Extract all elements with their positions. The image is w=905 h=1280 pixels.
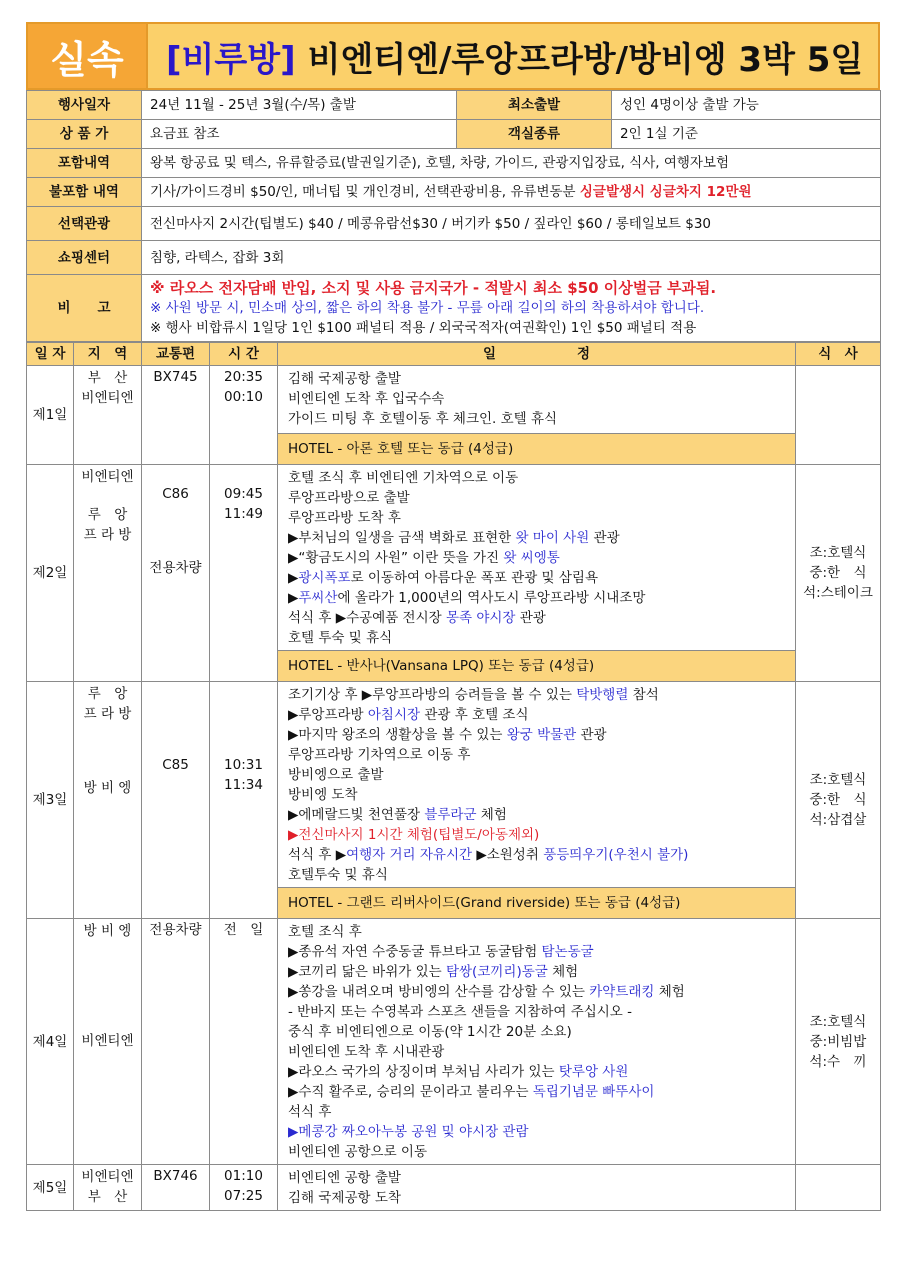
sched-text: 참석 xyxy=(628,687,659,703)
region-text: 방 비 엥 xyxy=(83,923,132,939)
day4-trans: 전용차량 xyxy=(142,919,210,1165)
sched-text: ▶부처님의 일생을 금색 벽화로 표현한 xyxy=(288,530,516,546)
col-meal: 식 사 xyxy=(796,343,881,366)
sched-line xyxy=(288,845,795,865)
day5-region xyxy=(74,1165,142,1211)
place-name: 탐논동굴 xyxy=(541,944,594,960)
option-value: 전신마사지 2시간(팁별도) $40 / 메콩유람선$30 / 버기카 $50 / 짚라인 $60 / 롱테일보트 $30 xyxy=(142,207,881,241)
sched-line: 비엔티엔 도착 후 입국수속 xyxy=(288,391,445,407)
sched-line: 호텔투숙 및 휴식 xyxy=(288,867,388,883)
day5-meal xyxy=(796,1165,881,1211)
time-text: 01:10 xyxy=(224,1168,263,1184)
sched-text: ▶에메랄드빛 천연풀장 xyxy=(288,807,425,823)
day2-meal xyxy=(796,465,881,682)
sched-text: ▶ xyxy=(288,570,299,586)
sched-text: ▶종유석 자연 수중동굴 튜브타고 동굴탐험 xyxy=(288,944,542,960)
day3-meal xyxy=(796,682,881,919)
exclude-value: 기사/가이드경비 $50/인, 매너팁 및 개인경비, 선택관광비용, 유류변동분 xyxy=(150,184,576,200)
sched-line: 김해 국제공항 도착 xyxy=(288,1190,401,1206)
sched-line: 비엔티엔 공항으로 이동 xyxy=(288,1144,427,1160)
sched-line xyxy=(288,705,795,725)
region-text: 비엔티엔 xyxy=(81,390,134,406)
day4-time: 전 일 xyxy=(210,919,278,1165)
sched-text: 석식 후 ▶ xyxy=(288,847,347,863)
sched-text: 관광 후 호텔 조식 xyxy=(420,707,529,723)
massage-note: ▶전신마사지 1시간 체험(팁별도/아동제외) xyxy=(288,827,540,843)
sched-text: ▶ xyxy=(288,590,299,606)
day4-region xyxy=(74,919,142,1165)
single-charge-note: 싱글발생시 싱글차지 12만원 xyxy=(579,184,752,200)
sched-text: ▶코끼리 닮은 바위가 있는 xyxy=(288,964,446,980)
sched-line xyxy=(288,548,795,568)
sched-line xyxy=(288,962,795,982)
sched-text: 조기기상 후 ▶루앙프라방의 승려들을 볼 수 있는 xyxy=(288,687,577,703)
place-name: 탓루앙 사원 xyxy=(558,1064,629,1080)
sched-line: 루앙프라방으로 출발 xyxy=(288,490,410,506)
note-dress: ※ 사원 방문 시, 민소매 상의, 짧은 하의 착용 불가 - 무릎 아래 길이의 하의 착용하셔야 합니다. xyxy=(150,300,705,316)
sched-line xyxy=(288,568,795,588)
day1-hotel: HOTEL - 아론 호텔 또는 동급 (4성급) xyxy=(278,434,796,465)
sched-text: 관광 xyxy=(576,727,607,743)
sched-line: 비엔티엔 공항 출발 xyxy=(288,1170,401,1186)
page-title xyxy=(148,24,878,88)
sched-text: 관광 xyxy=(589,530,620,546)
itinerary-table xyxy=(26,342,881,1211)
option-label: 선택관광 xyxy=(27,207,142,241)
sched-text: ▶수직 활주로, 승리의 문이라고 불리우는 xyxy=(288,1084,533,1100)
note-label: 비 고 xyxy=(27,275,142,342)
price-label: 상 품 가 xyxy=(27,120,142,149)
col-trans: 교통편 xyxy=(142,343,210,366)
header xyxy=(26,22,880,90)
region-text: 루 앙 xyxy=(87,686,128,702)
sched-text: 체험 xyxy=(547,964,579,980)
place-name: 탐쌍(코끼리)동굴 xyxy=(445,964,548,980)
day2-region xyxy=(74,465,142,682)
region-text: 부 산 xyxy=(87,370,128,386)
col-day: 일 자 xyxy=(27,343,74,366)
sched-line: 호텔 조식 후 xyxy=(288,924,362,940)
day1-sched xyxy=(278,366,796,434)
region-text: 비엔티엔 xyxy=(81,1033,134,1049)
exclude-label: 불포함 내역 xyxy=(27,178,142,207)
sched-line xyxy=(288,1062,795,1082)
day3-label: 제3일 xyxy=(27,682,74,919)
day4-sched xyxy=(278,919,796,1165)
region-text: 루 앙 xyxy=(87,507,128,523)
sched-line: 석식 후 xyxy=(288,1104,332,1120)
info-table xyxy=(26,90,881,342)
place-name: 왓 씨엥통 xyxy=(503,550,560,566)
meal-text: 조:호텔식 xyxy=(809,1013,867,1030)
meal-text: 중:비빔밥 xyxy=(809,1033,867,1050)
sched-text: ▶쏭강을 내려오며 방비엥의 산수를 감상할 수 있는 xyxy=(288,984,590,1000)
sched-line xyxy=(288,1122,795,1142)
place-name: 탁밧행렬 xyxy=(576,687,629,703)
trans-text: C86 xyxy=(162,486,189,502)
time-text: 20:35 xyxy=(224,369,263,385)
trans-text: 전용차량 xyxy=(149,560,202,576)
col-region: 지 역 xyxy=(74,343,142,366)
exclude-cell xyxy=(142,178,881,207)
sched-text: ▶루앙프라방 xyxy=(288,707,368,723)
sched-text: 체험 xyxy=(476,807,507,823)
region-text: 방 비 엥 xyxy=(83,780,132,796)
place-name: 여행자 거리 자유시간 xyxy=(346,847,473,863)
sched-text: 체험 xyxy=(654,984,685,1000)
note-cell xyxy=(142,275,881,342)
sched-line: 방비엥으로 출발 xyxy=(288,767,384,783)
trans-text: C85 xyxy=(162,757,189,773)
sched-line xyxy=(288,528,795,548)
include-value: 왕복 항공료 및 텍스, 유류할증료(발권일기준), 호텔, 차량, 가이드, 관광지입장료, 식사, 여행자보험 xyxy=(142,149,881,178)
meal-text: 조:호텔식 xyxy=(809,772,867,788)
time-text: 11:34 xyxy=(224,777,263,793)
col-time: 시 간 xyxy=(210,343,278,366)
period-label: 행사일자 xyxy=(27,91,142,120)
sched-line: 가이드 미팅 후 호텔이동 후 체크인. 호텔 휴식 xyxy=(288,411,558,427)
place-name: 카약트래킹 xyxy=(589,984,655,1000)
place-name: 푸씨산 xyxy=(298,590,338,606)
shop-label: 쇼핑센터 xyxy=(27,241,142,275)
day5-trans: BX746 xyxy=(142,1165,210,1211)
note-ecig: ※ 라오스 전자담배 반입, 소지 및 사용 금지국가 - 적발시 최소 $50 이상벌금 부과됨. xyxy=(150,279,717,297)
sched-line xyxy=(288,805,795,825)
sched-line: 중식 후 비엔티엔으로 이동(약 1시간 20분 소요) xyxy=(288,1024,572,1040)
day5-sched xyxy=(278,1165,796,1211)
room-label: 객실종류 xyxy=(457,120,612,149)
sched-text: 로 이동하여 아름다운 폭포 관광 및 삼림욕 xyxy=(350,570,599,586)
day3-trans xyxy=(142,682,210,919)
sched-line xyxy=(288,588,795,608)
day5-label: 제5일 xyxy=(27,1165,74,1211)
sched-text: ▶소원성취 xyxy=(472,847,544,863)
day2-sched xyxy=(278,465,796,651)
meal-text: 조:호텔식 xyxy=(809,545,867,561)
title-text: 비엔티엔/루앙프라방/방비엥 3박 5일 xyxy=(307,39,864,80)
title-tag: [비루방] xyxy=(166,39,296,80)
day4-meal xyxy=(796,919,881,1165)
sched-line: 비엔티엔 도착 후 시내관광 xyxy=(288,1044,445,1060)
day2-trans xyxy=(142,465,210,682)
day2-label: 제2일 xyxy=(27,465,74,682)
time-text: 10:31 xyxy=(224,757,263,773)
sched-line: 김해 국제공항 출발 xyxy=(288,371,401,387)
sched-text: 관광 xyxy=(515,610,546,626)
sched-text: 에 올라가 1,000년의 역사도시 루앙프라방 시내조망 xyxy=(337,590,646,606)
sched-text: ▶마지막 왕조의 생활상을 볼 수 있는 xyxy=(288,727,507,743)
sched-line xyxy=(288,725,795,745)
min-value: 성인 4명이상 출발 가능 xyxy=(612,91,881,120)
day1-time xyxy=(210,366,278,465)
price-value: 요금표 참조 xyxy=(142,120,457,149)
sched-line xyxy=(288,608,795,628)
sched-line: 루앙프라방 도착 후 xyxy=(288,510,401,526)
sched-line xyxy=(288,1082,795,1102)
meal-text: 중:한 식 xyxy=(809,792,867,808)
place-name: 블루라군 xyxy=(424,807,477,823)
sched-line xyxy=(288,685,795,705)
min-label: 최소출발 xyxy=(457,91,612,120)
region-text: 부 산 xyxy=(87,1189,128,1205)
sched-line: - 반바지 또는 수영복과 스포츠 샌들을 지참하여 주십시오 - xyxy=(288,1004,633,1020)
sched-text: ▶ xyxy=(288,1124,299,1140)
day2-time xyxy=(210,465,278,682)
sched-line: 호텔 조식 후 비엔티엔 기차역으로 이동 xyxy=(288,470,519,486)
day1-trans: BX745 xyxy=(142,366,210,465)
sched-text: ▶라오스 국가의 상징이며 부처님 사리가 있는 xyxy=(288,1064,559,1080)
meal-text: 석:삼겹살 xyxy=(809,812,867,828)
place-name: 아침시장 xyxy=(367,707,421,723)
sched-line: 방비엥 도착 xyxy=(288,787,358,803)
day2-hotel: HOTEL - 반사나(Vansana LPQ) 또는 동급 (4성급) xyxy=(278,651,796,682)
region-text: 프 라 방 xyxy=(83,706,132,722)
sched-line: 루앙프라방 기차역으로 이동 후 xyxy=(288,747,471,763)
day3-time xyxy=(210,682,278,919)
place-name: 풍등띄우기(우천시 불가) xyxy=(543,847,689,863)
day1-label: 제1일 xyxy=(27,366,74,465)
place-name: 광시폭포 xyxy=(298,570,351,586)
day3-region xyxy=(74,682,142,919)
region-text: 비엔티엔 xyxy=(81,469,134,485)
place-name: 독립기념문 빠뚜사이 xyxy=(532,1084,655,1100)
sched-line xyxy=(288,942,795,962)
day5-time xyxy=(210,1165,278,1211)
room-value: 2인 1실 기준 xyxy=(612,120,881,149)
place-name: 왓 마이 사원 xyxy=(515,530,590,546)
shop-value: 침향, 라텍스, 잡화 3회 xyxy=(142,241,881,275)
day1-region xyxy=(74,366,142,465)
place-name: 왕궁 박물관 xyxy=(506,727,577,743)
sched-text: ▶“황금도시의 사원” 이란 뜻을 가진 xyxy=(288,550,504,566)
time-text: 11:49 xyxy=(224,506,263,522)
period-value: 24년 11월 - 25년 3월(수/목) 출발 xyxy=(142,91,457,120)
place-name: 몽족 야시장 xyxy=(445,610,516,626)
day4-label: 제4일 xyxy=(27,919,74,1165)
place-name: 메콩강 짜오아누봉 공원 및 야시장 관람 xyxy=(298,1124,529,1140)
meal-text: 석:수 끼 xyxy=(809,1053,867,1070)
sched-line: 호텔 투숙 및 휴식 xyxy=(288,630,393,646)
time-text: 00:10 xyxy=(224,389,263,405)
sched-text: 석식 후 ▶수공예품 전시장 xyxy=(288,610,446,626)
region-text: 비엔티엔 xyxy=(81,1169,134,1185)
brand-badge: 실속 xyxy=(28,24,148,88)
meal-text: 석:스테이크 xyxy=(803,585,873,601)
note-penalty: ※ 행사 비합류시 1일당 1인 $100 패널티 적용 / 외국국적자(여권확인) 1인 $50 패널티 적용 xyxy=(150,320,697,336)
sched-line xyxy=(288,982,795,1002)
day3-hotel: HOTEL - 그랜드 리버사이드(Grand riverside) 또는 동급 (4성급) xyxy=(278,888,796,919)
time-text: 09:45 xyxy=(224,486,263,502)
col-sched: 일 정 xyxy=(278,343,796,366)
day3-sched xyxy=(278,682,796,888)
meal-text: 중:한 식 xyxy=(809,565,867,581)
include-label: 포함내역 xyxy=(27,149,142,178)
time-text: 07:25 xyxy=(224,1188,263,1204)
day1-meal xyxy=(796,366,881,465)
region-text: 프 라 방 xyxy=(83,527,132,543)
itinerary-sheet xyxy=(26,22,880,1211)
